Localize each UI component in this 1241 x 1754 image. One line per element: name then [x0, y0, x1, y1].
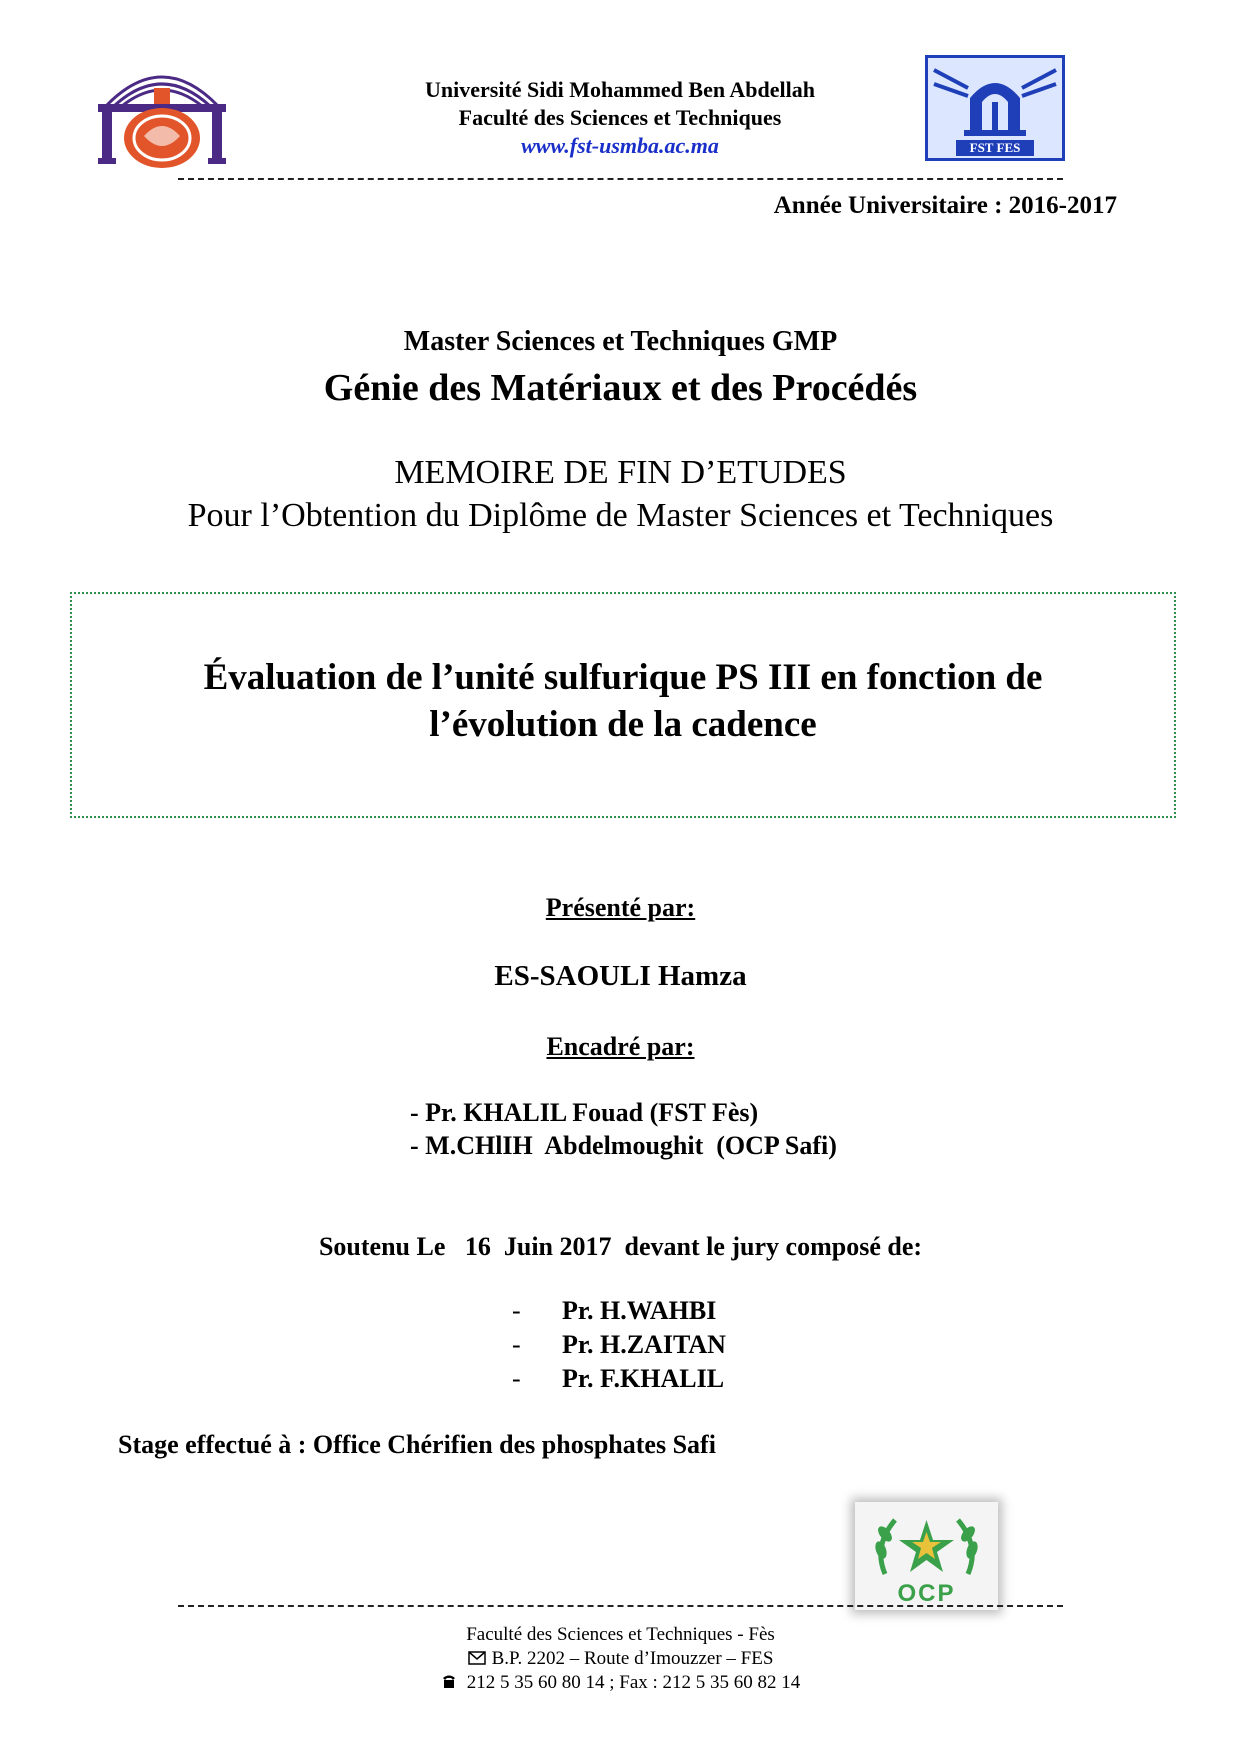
jury-member [512, 1330, 726, 1360]
internship-statement: Stage effectué à : Office Chérifien des phosphates Safi [118, 1430, 716, 1459]
footer-address [0, 1648, 1241, 1671]
presented-label: Présenté par: [545, 893, 696, 922]
footer-phone [0, 1672, 1241, 1695]
jury-member-name: Pr. H.WAHBI [562, 1296, 717, 1325]
thesis-title-line2: l’évolution de la cadence [429, 704, 817, 745]
list-dash: - [512, 1296, 521, 1325]
defense-statement: Soutenu Le 16 Juin 2017 devant le jury composé de: [318, 1232, 923, 1261]
academic-year: Année Universitaire : 2016-2017 [773, 192, 1117, 219]
website-link[interactable]: www.fst-usmba.ac.ma [521, 133, 719, 158]
jury-member-name: Pr. F.KHALIL [562, 1364, 725, 1393]
author-name: ES-SAOULI Hamza [494, 960, 747, 992]
ocp-logo [855, 1502, 998, 1610]
jury-member-name: Pr. H.ZAITAN [562, 1330, 726, 1359]
master-program: Master Sciences et Techniques GMP [403, 326, 838, 357]
phone-icon [441, 1673, 457, 1695]
ocp-logo-text: OCP [897, 1580, 956, 1607]
memoire-line1: MEMOIRE DE FIN D’ETUDES [394, 454, 847, 491]
mailbox-icon [468, 1649, 486, 1671]
supervisor-item: - M.CHlIH Abdelmoughit (OCP Safi) [410, 1131, 837, 1160]
fst-fes-logo-text: FST FES [969, 140, 1021, 155]
memoire-line2: Pour l’Obtention du Diplôme de Master Sciences et Techniques [187, 497, 1054, 534]
fst-fes-logo [925, 55, 1065, 161]
footer-phone-text: 212 5 35 60 80 14 ; Fax : 212 5 35 60 82 14 [466, 1672, 801, 1693]
thesis-title-line1: Évaluation de l’unité sulfurique PS III en fonction de [203, 657, 1043, 698]
university-name: Université Sidi Mohammed Ben Abdellah [425, 77, 815, 102]
footer-divider [178, 1605, 1063, 1607]
usmba-logo [88, 58, 236, 170]
footer-address-text: B.P. 2202 – Route d’Imouzzer – FES [491, 1648, 774, 1669]
specialty-title: Génie des Matériaux et des Procédés [323, 367, 918, 409]
list-dash: - [512, 1364, 521, 1393]
supervised-label: Encadré par: [546, 1032, 695, 1061]
supervisor-item: - Pr. KHALIL Fouad (FST Fès) [410, 1098, 759, 1127]
faculty-name: Faculté des Sciences et Techniques [458, 105, 782, 130]
jury-member [512, 1296, 716, 1326]
jury-member [512, 1364, 724, 1394]
list-dash: - [512, 1330, 521, 1359]
header-divider [178, 178, 1063, 180]
footer-faculty: Faculté des Sciences et Techniques - Fès [466, 1624, 775, 1645]
